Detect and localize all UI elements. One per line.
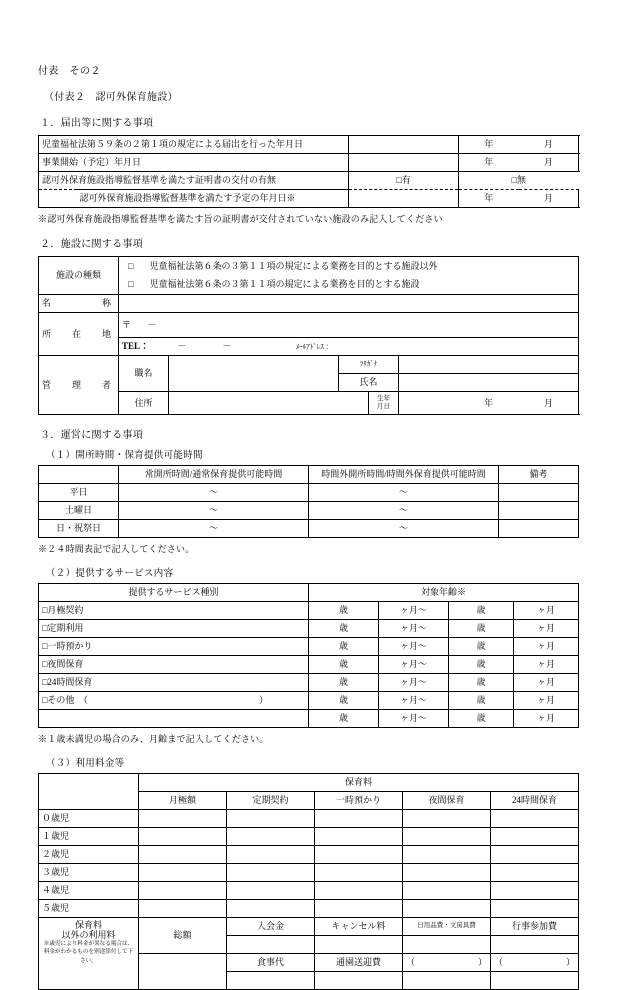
section3-sub2-heading: （２）提供するサービス内容 [46, 568, 174, 579]
fees-age-row-0-col-1[interactable] [227, 809, 315, 827]
table-row [39, 809, 579, 827]
fees-age-row-4-col-3[interactable] [403, 881, 491, 899]
other-fee-row1-col-1: キャンセル料 [315, 917, 403, 935]
fees-age-row-4-label: ４歳児 [39, 881, 139, 899]
other-fee-row1-value-2[interactable] [403, 935, 491, 953]
fees-age-row-0-col-3[interactable] [403, 809, 491, 827]
service-row-2-month-to[interactable]: ヶ月 [514, 637, 579, 655]
fees-age-row-2-label: ２歳児 [39, 845, 139, 863]
service-row-5-age-to[interactable]: 歳 [449, 691, 514, 709]
fees-age-row-3-col-2[interactable] [315, 863, 403, 881]
service-row-4-month-to[interactable]: ヶ月 [514, 673, 579, 691]
opening-hours-table [38, 465, 579, 538]
fees-age-row-1-col-4[interactable] [491, 827, 579, 845]
services-col-kind: 提供するサービス種別 [39, 583, 309, 601]
service-row-0-label[interactable]: □月極契約 [39, 601, 309, 619]
other-fee-row1-value-3[interactable] [491, 935, 579, 953]
hours-row-0-normal[interactable]: ～ [119, 483, 309, 501]
other-fee-row2-value-2[interactable] [403, 971, 491, 989]
other-fee-row2-col-1: 通園送迎費 [315, 953, 403, 971]
page-subtitle: （付表２ 認可外保育施設） [44, 92, 178, 103]
section3-sub3-heading: （３）利用料金等 [46, 758, 125, 769]
table-header-row [39, 583, 579, 601]
section2-table [38, 256, 579, 415]
table-row [39, 619, 579, 637]
s1-cert-date-value[interactable] [349, 190, 459, 208]
table-row [39, 519, 579, 537]
service-row-1-month-from[interactable]: ヶ月～ [379, 619, 449, 637]
hours-row-2-overtime[interactable]: ～ [309, 519, 499, 537]
fees-col-3: 夜間保育 [403, 791, 491, 809]
fees-age-row-2-col-1[interactable] [227, 845, 315, 863]
fees-age-row-1-col-2[interactable] [315, 827, 403, 845]
service-row-6-month-from[interactable]: ヶ月～ [379, 709, 449, 727]
facility-kind-option-2-label: 児童福祉法第６条の３第１１項の規定による業務を目的とする施設 [149, 279, 420, 290]
s1-row1-month: 月 [519, 136, 579, 154]
services-col-age: 対象年齢※ [309, 583, 579, 601]
hours-row-0-label: 平日 [39, 483, 119, 501]
table-row [39, 190, 579, 208]
fees-age-row-1-col-0[interactable] [139, 827, 227, 845]
hours-col-1: 常開所時間/通常保育提供可能時間 [119, 465, 309, 483]
manager-home-value[interactable] [169, 391, 369, 414]
manager-birth-label [369, 391, 399, 414]
hours-row-0-overtime[interactable]: ～ [309, 483, 499, 501]
fees-age-row-5-col-0[interactable] [139, 899, 227, 917]
manager-birth-year: 年 [459, 391, 519, 414]
service-row-0-month-from[interactable]: ヶ月～ [379, 601, 449, 619]
fees-age-row-3-col-3[interactable] [403, 863, 491, 881]
service-row-2-age-to[interactable]: 歳 [449, 637, 514, 655]
other-fee-label-line1: 保育料 [74, 919, 102, 930]
manager-label: 管 理 者 [39, 355, 119, 414]
fees-corner-cell [39, 773, 139, 809]
s1-cert-option-no[interactable]: □無 [459, 172, 579, 190]
fees-age-row-2-col-4[interactable] [491, 845, 579, 863]
s1-row2-label: 事業開始（予定）年月日 [39, 154, 349, 172]
s1-row2-year: 年 [459, 154, 519, 172]
facility-kind-option-1-label: 児童福祉法第６条の３第１１項の規定による業務を目的とする施設以外 [149, 261, 438, 271]
fees-age-row-5-col-4[interactable] [491, 899, 579, 917]
table-header-row [39, 773, 579, 791]
service-row-0-age-from[interactable]: 歳 [309, 601, 379, 619]
service-row-2-month-from[interactable]: ヶ月～ [379, 637, 449, 655]
table-row [39, 863, 579, 881]
facility-address-label: 所 在 地 [39, 312, 119, 355]
other-fee-row2-value-1[interactable] [315, 971, 403, 989]
other-fee-row2-col-0: 食事代 [227, 953, 315, 971]
other-fee-label-cell [39, 917, 139, 989]
other-fee-row2-col-3[interactable]: （ ） [491, 953, 579, 971]
other-fee-row1-col-2: 日用品費・文房具費 [403, 917, 491, 935]
fees-age-row-1-col-3[interactable] [403, 827, 491, 845]
table-row [39, 655, 579, 673]
hours-row-2-normal[interactable]: ～ [119, 519, 309, 537]
tel-dash-1: － [177, 341, 187, 352]
fees-age-row-5-label: ５歳児 [39, 899, 139, 917]
fees-col-0: 月極額 [139, 791, 227, 809]
hours-row-1-remarks[interactable] [499, 501, 579, 519]
service-row-4-label[interactable]: □24時間保育 [39, 673, 309, 691]
fees-age-row-0-col-4[interactable] [491, 809, 579, 827]
s1-cert-date-year: 年 [459, 190, 519, 208]
s1-cert-date-indent [39, 190, 77, 208]
hours-col-3: 備考 [499, 465, 579, 483]
fees-col-2: 一時預かり [315, 791, 403, 809]
fees-col-4: 24時間保育 [491, 791, 579, 809]
service-row-6-label[interactable] [39, 709, 309, 727]
table-row [39, 355, 579, 373]
hours-row-1-label: 土曜日 [39, 501, 119, 519]
service-row-4-age-to[interactable]: 歳 [449, 673, 514, 691]
service-row-1-age-to[interactable]: 歳 [449, 619, 514, 637]
fees-age-row-1-col-1[interactable] [227, 827, 315, 845]
fees-age-row-3-col-0[interactable] [139, 863, 227, 881]
tel-label: TEL： [122, 341, 150, 352]
facility-kind-label: 施設の種類 [39, 257, 119, 295]
other-fee-row1-value-0[interactable] [227, 935, 315, 953]
section1-note: ※認可外保育施設指導監督基準を満たす旨の証明書が交付されていない施設のみ記入してください [38, 214, 443, 224]
service-row-6-age-from[interactable]: 歳 [309, 709, 379, 727]
hours-row-2-label: 日・祝祭日 [39, 519, 119, 537]
table-row [39, 845, 579, 863]
manager-birth-label-line1: 生年 [377, 395, 390, 403]
other-fee-row2-col-2[interactable]: （ ） [403, 953, 491, 971]
manager-home-label: 住所 [119, 391, 169, 414]
fees-age-row-0-col-0[interactable] [139, 809, 227, 827]
table-row [39, 673, 579, 691]
section1-heading: １．届出等に関する事項 [40, 118, 154, 129]
other-fee-total-value[interactable] [139, 953, 227, 989]
hours-row-0-remarks[interactable] [499, 483, 579, 501]
fees-age-row-0-label: ０歳児 [39, 809, 139, 827]
fees-age-row-3-label: ３歳児 [39, 863, 139, 881]
other-fee-row1-value-1[interactable] [315, 935, 403, 953]
hours-row-1-overtime[interactable]: ～ [309, 501, 499, 519]
fees-age-row-1-label: １歳児 [39, 827, 139, 845]
section3-sub1-heading: （１）開所時間・保育提供可能時間 [46, 450, 203, 461]
table-row [39, 391, 579, 414]
fees-col-1: 定期契約 [227, 791, 315, 809]
table-row [39, 691, 579, 709]
manager-birth-value[interactable] [399, 391, 459, 414]
fees-age-row-3-col-1[interactable] [227, 863, 315, 881]
table-row [39, 881, 579, 899]
fees-age-row-4-col-1[interactable] [227, 881, 315, 899]
fees-age-row-0-col-2[interactable] [315, 809, 403, 827]
fees-age-row-4-col-4[interactable] [491, 881, 579, 899]
table-row [39, 275, 579, 294]
hours-row-2-remarks[interactable] [499, 519, 579, 537]
section2-heading: ２．施設に関する事項 [40, 239, 143, 250]
s1-cert-label: 認可外保育施設指導監督基準を満たす証明書の交付の有無 [39, 172, 349, 190]
service-row-4-age-from[interactable]: 歳 [309, 673, 379, 691]
table-row [39, 827, 579, 845]
manager-furigana-label: ﾌﾘｶﾞﾅ [339, 355, 399, 373]
manager-name-label: 氏名 [339, 373, 399, 391]
table-row [39, 136, 579, 154]
table-row [39, 709, 579, 727]
service-row-1-label[interactable]: □定期利用 [39, 619, 309, 637]
s1-cert-date-label: 認可外保育施設指導監督基準を満たす予定の年月日※ [77, 190, 349, 208]
service-row-0-age-to[interactable]: 歳 [449, 601, 514, 619]
hours-col-2: 時間外開所時間/時間外保育提供可能時間 [309, 465, 499, 483]
service-row-4-month-from[interactable]: ヶ月～ [379, 673, 449, 691]
checkbox-icon[interactable]: □ [128, 279, 134, 290]
table-row [39, 483, 579, 501]
s1-row2-month: 月 [519, 154, 579, 172]
s1-row1-value[interactable] [349, 136, 459, 154]
facility-name-value[interactable] [119, 294, 579, 312]
s1-row2-value[interactable] [349, 154, 459, 172]
section3-heading: ３．運営に関する事項 [40, 429, 143, 441]
manager-post-value[interactable] [169, 355, 339, 391]
manager-post-label: 職名 [119, 355, 169, 391]
other-fee-row1-col-0: 入会金 [227, 917, 315, 935]
s1-row1-label: 児童福祉法第５９条の２第１項の規定による届出を行った年月日 [39, 136, 349, 154]
other-fee-row2-value-0[interactable] [227, 971, 315, 989]
section3-sub2-note: ※１歳未満児の場合のみ、月齢まで記入してください。 [38, 733, 269, 744]
other-fee-label-line2: 以外の利用料 [61, 930, 116, 941]
postal-mark: 〒 [122, 319, 132, 330]
service-row-3-age-from[interactable]: 歳 [309, 655, 379, 673]
s1-row1-year: 年 [459, 136, 519, 154]
table-row [39, 172, 579, 190]
service-row-3-month-to[interactable]: ヶ月 [514, 655, 579, 673]
tel-dash-2: － [222, 341, 232, 352]
service-row-3-month-from[interactable]: ヶ月～ [379, 655, 449, 673]
checkbox-icon[interactable]: □ [128, 261, 134, 271]
fees-age-row-2-col-2[interactable] [315, 845, 403, 863]
service-row-5-month-from[interactable]: ヶ月～ [379, 691, 449, 709]
page-title: 付表 その２ [38, 66, 101, 77]
service-row-2-age-from[interactable]: 歳 [309, 637, 379, 655]
service-row-6-month-to[interactable]: ヶ月 [514, 709, 579, 727]
table-row [39, 294, 579, 312]
table-row [39, 501, 579, 519]
table-header-row [39, 465, 579, 483]
manager-birth-month: 月 [519, 391, 579, 414]
fees-age-row-5-col-1[interactable] [227, 899, 315, 917]
section1-table [38, 135, 579, 208]
service-row-2-label[interactable]: □一時預かり [39, 637, 309, 655]
fees-age-row-2-col-3[interactable] [403, 845, 491, 863]
facility-name-label: 名 称 [39, 294, 119, 312]
other-fee-row2-value-3[interactable] [491, 971, 579, 989]
service-row-6-age-to[interactable]: 歳 [449, 709, 514, 727]
other-fee-row1-col-3: 行事参加費 [491, 917, 579, 935]
facility-kind-option-2[interactable] [119, 275, 579, 294]
table-row [39, 154, 579, 172]
facility-contact-row[interactable] [119, 337, 579, 355]
service-row-3-label[interactable]: □夜間保育 [39, 655, 309, 673]
service-row-5-label[interactable]: □その他 （ ） [39, 691, 309, 709]
s1-cert-option-yes[interactable]: □有 [349, 172, 459, 190]
service-row-5-age-from[interactable]: 歳 [309, 691, 379, 709]
table-row [39, 637, 579, 655]
fees-age-row-2-col-0[interactable] [139, 845, 227, 863]
hours-row-1-normal[interactable]: ～ [119, 501, 309, 519]
fees-table [38, 773, 579, 990]
mail-label: ﾒｰﾙｱﾄﾞﾚｽ： [295, 343, 331, 352]
table-row [39, 601, 579, 619]
service-row-1-month-to[interactable]: ヶ月 [514, 619, 579, 637]
document-body [38, 62, 578, 990]
fees-age-row-5-col-3[interactable] [403, 899, 491, 917]
fees-group-header: 保育料 [139, 773, 579, 791]
service-row-3-age-to[interactable]: 歳 [449, 655, 514, 673]
other-fee-total-label: 総額 [139, 917, 227, 953]
section3-sub1-note: ※２４時間表記で記入してください。 [38, 543, 195, 554]
table-row [39, 899, 579, 917]
fees-age-row-5-col-2[interactable] [315, 899, 403, 917]
services-table [38, 583, 579, 728]
manager-furigana-value[interactable] [399, 355, 579, 373]
fees-age-row-4-col-0[interactable] [139, 881, 227, 899]
manager-name-value[interactable] [399, 373, 579, 391]
fees-age-row-3-col-4[interactable] [491, 863, 579, 881]
table-row [39, 337, 579, 355]
facility-address-value[interactable] [119, 312, 579, 337]
service-row-5-month-to[interactable]: ヶ月 [514, 691, 579, 709]
fees-age-row-4-col-2[interactable] [315, 881, 403, 899]
table-row [39, 917, 579, 935]
table-row [39, 312, 579, 337]
manager-birth-label-line2: 月日 [377, 402, 390, 410]
service-row-0-month-to[interactable]: ヶ月 [514, 601, 579, 619]
table-row [39, 257, 579, 276]
other-fee-note: ※歳児により料金が異なる場合は、料金がわかるものを別途添付して下さい。 [43, 941, 134, 964]
facility-kind-option-1[interactable] [119, 257, 579, 276]
hours-col-0 [39, 465, 119, 483]
s1-cert-date-month: 月 [519, 190, 579, 208]
service-row-1-age-from[interactable]: 歳 [309, 619, 379, 637]
postal-dash: － [147, 319, 157, 330]
